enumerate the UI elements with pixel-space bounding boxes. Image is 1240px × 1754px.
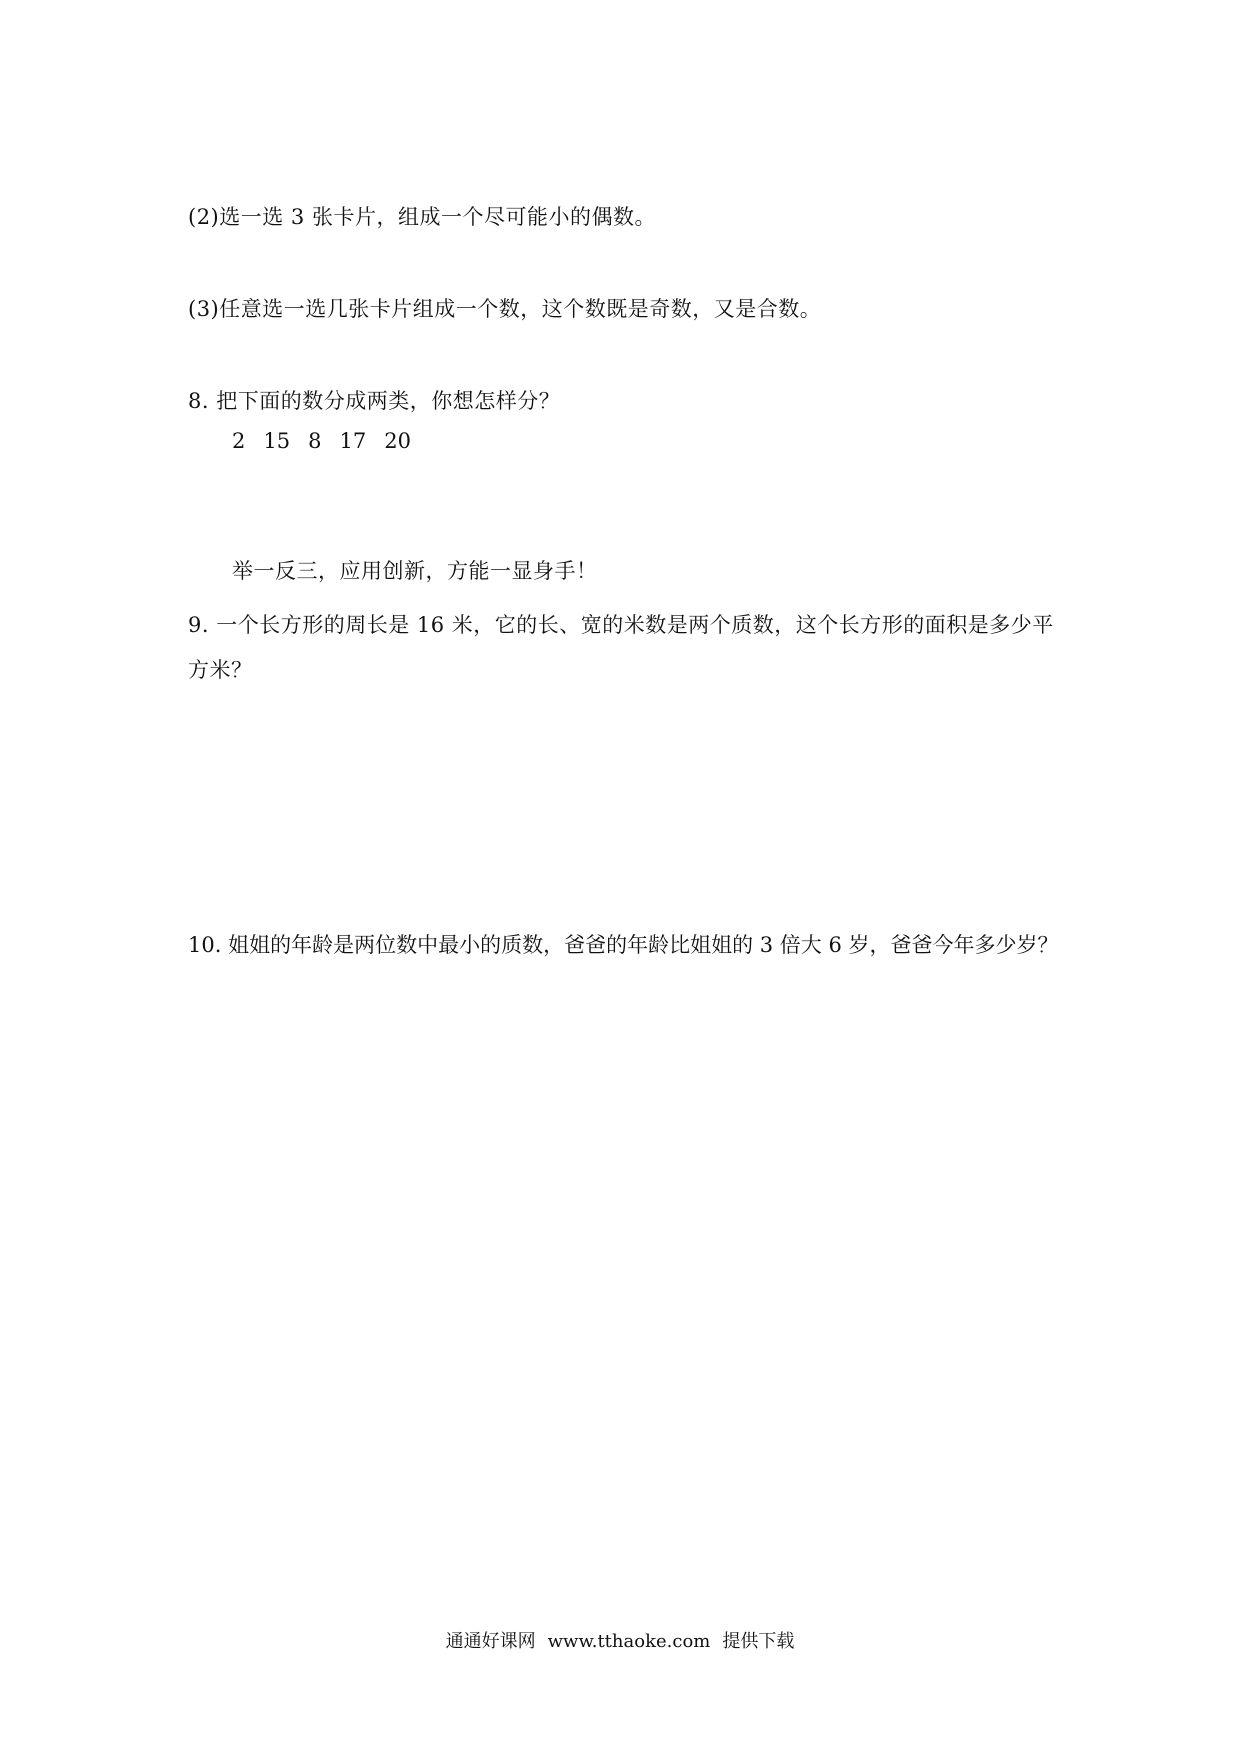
section-heading: 举一反三，应用创新，方能一显身手！	[232, 559, 598, 583]
number-item: 15	[263, 429, 291, 453]
question-9-line-2: 方米？	[188, 658, 253, 682]
number-item: 20	[384, 429, 411, 453]
page-footer	[0, 1630, 1240, 1654]
question-7-part-3: (3)任意选一选几张卡片组成一个数，这个数既是奇数，又是合数。	[188, 297, 822, 321]
footer-suffix: 提供下载	[722, 1631, 795, 1652]
number-item: 17	[339, 429, 367, 453]
question-10-text: 10. 姐姐的年龄是两位数中最小的质数，爸爸的年龄比姐姐的 3 倍大 6 岁，爸爸今年多少岁？	[188, 933, 1059, 957]
question-7-part-2: (2)选一选 3 张卡片，组成一个尽可能小的偶数。	[188, 205, 656, 229]
footer-url: www.tthaoke.com	[547, 1631, 711, 1652]
number-item: 8	[308, 429, 322, 453]
question-8-number-list	[232, 427, 429, 455]
question-9-line-1: 9. 一个长方形的周长是 16 米，它的长、宽的米数是两个质数，这个长方形的面积是多少平	[188, 613, 1054, 637]
number-item: 2	[232, 429, 246, 453]
question-8-text: 8. 把下面的数分成两类，你想怎样分？	[188, 389, 561, 413]
footer-site-name: 通通好课网	[445, 1631, 536, 1652]
